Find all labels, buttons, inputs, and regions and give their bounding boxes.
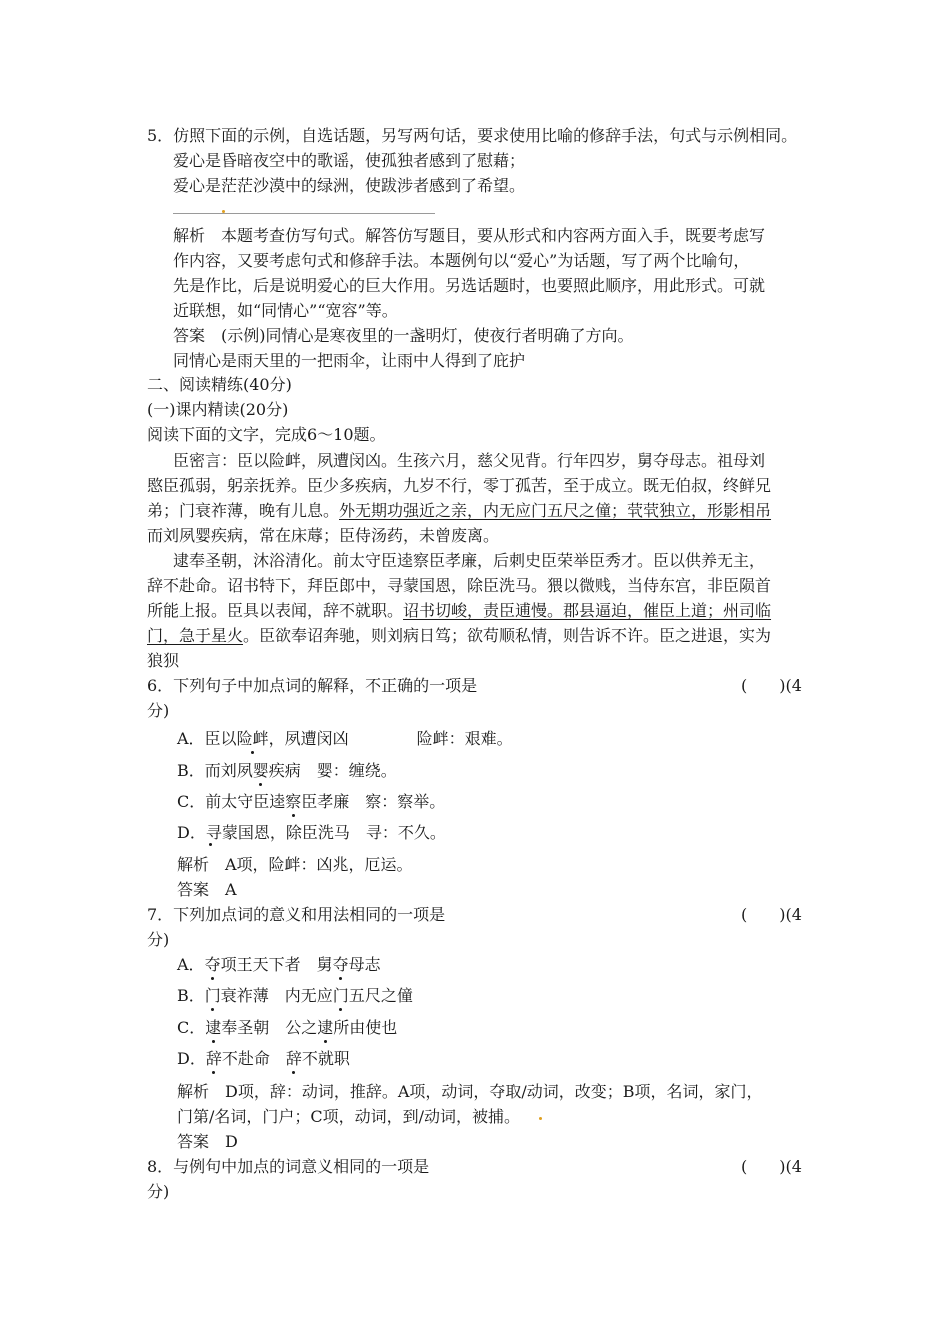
passage-line: 弟；门衰祚薄，晚有儿息。外无期功强近之亲，内无应门五尺之僮；茕茕独立，形影相吊 (147, 501, 772, 520)
option-a: A．夺项王天下者 舅夺母志 (177, 955, 381, 974)
score-unit: 分) (147, 930, 170, 949)
score-bracket: ( )(4 (741, 905, 802, 924)
ink-dot (539, 1117, 542, 1120)
q7-analysis-line-2: 门第/名词，门户；C项，动词，到/动词，被捕。 (177, 1107, 521, 1126)
example-sentence-1: 爱心是昏暗夜空中的歌谣，使孤独者感到了慰藉； (173, 151, 526, 170)
dotted-word: 婴 (252, 761, 269, 780)
subsection-title: (一)课内精读(20分) (147, 400, 289, 419)
passage-line: 愍臣孤弱，躬亲抚养。臣少多疾病，九岁不行，零丁孤苦，至于成立。既无伯叔，终鲜兄 (147, 476, 772, 495)
q5-answer-line-1: 答案 (示例)同情心是寒夜里的一盏明灯，使夜行者明确了方向。 (173, 326, 634, 345)
option-d: D．寻蒙国恩，除臣洗马 寻：不久。 (177, 823, 446, 842)
q5-analysis-line-3: 先是作比，后是说明爱心的巨大作用。另选话题时，也要照此顺序，用此形式。可就 (173, 276, 766, 295)
dotted-word: 门 (332, 986, 349, 1005)
dotted-word: 察 (285, 792, 302, 811)
passage-line: 臣密言：臣以险衅，夙遭闵凶。生孩六月，慈父见背。行年四岁，舅夺母志。祖母刘 (173, 451, 766, 470)
dotted-word: 辞 (205, 1049, 222, 1068)
passage-line: 所能上报。臣具以表闻，辞不就职。诏书切峻，责臣逋慢。郡县逼迫，催臣上道；州司临 (147, 601, 772, 620)
q6-answer: 答案 A (177, 880, 237, 899)
underlined-sentence: 诏书切峻，责臣逋慢。郡县逼迫，催臣上道；州司临 (403, 601, 772, 620)
option-c: C．逮奉圣朝 公之逮所由使也 (177, 1018, 398, 1037)
passage-line: 逮奉圣朝，沐浴清化。前太守臣逵察臣孝廉，后刺史臣荣举臣秀才。臣以供养无主， (173, 551, 766, 570)
section-title: 二、阅读精练(40分) (147, 375, 292, 394)
answer-blank-line (173, 213, 435, 214)
passage-line: 狼狈 (147, 651, 180, 670)
score-bracket: ( )(4 (741, 1157, 802, 1176)
option-b: B．门衰祚薄 内无应门五尺之僮 (177, 986, 413, 1005)
score-unit: 分) (147, 1182, 170, 1201)
dotted-word: 夺 (204, 955, 221, 974)
question-6-stem: 6．下列句子中加点词的解释，不正确的一项是 (147, 676, 478, 695)
score-unit: 分) (147, 701, 170, 720)
question-8-stem: 8．与例句中加点的词意义相同的一项是 (147, 1157, 430, 1176)
option-a: A．臣以险衅，夙遭闵凶 险衅：艰难。 (177, 729, 513, 748)
dotted-word: 逮 (317, 1018, 334, 1037)
q5-analysis-line-2: 作内容，又要考虑句式和修辞手法。本题例句以“爱心”为话题，写了两个比喻句， (173, 251, 750, 270)
passage-line: 门，急于星火。臣欲奉诏奔驰，则刘病日笃；欲苟顺私情，则告诉不许。臣之进退，实为 (147, 626, 772, 645)
q5-analysis-line-4: 近联想，如“同情心”“宽容”等。 (173, 301, 398, 320)
reading-instruction: 阅读下面的文字，完成6～10题。 (147, 425, 386, 444)
underlined-sentence: 门，急于星火 (147, 626, 244, 645)
passage-line: 辞不赴命。诏书特下，拜臣郎中，寻蒙国恩，除臣洗马。猥以微贱，当侍东宫，非臣陨首 (147, 576, 772, 595)
q7-answer: 答案 D (177, 1132, 238, 1151)
passage-line: 而刘夙婴疾病，常在床蓐；臣侍汤药，未曾废离。 (147, 526, 500, 545)
ink-dot (222, 210, 225, 213)
example-sentence-2: 爱心是茫茫沙漠中的绿洲，使跋涉者感到了希望。 (173, 176, 526, 195)
score-bracket: ( )(4 (741, 676, 802, 695)
option-b: B．而刘夙婴疾病 婴：缠绕。 (177, 761, 397, 780)
option-d: D．辞不赴命 辞不就职 (177, 1049, 350, 1068)
question-7-stem: 7．下列加点词的意义和用法相同的一项是 (147, 905, 446, 924)
q5-answer-line-2: 同情心是雨天里的一把雨伞，让雨中人得到了庇护 (173, 351, 526, 370)
dotted-word: 夺 (332, 955, 349, 974)
dotted-word: 门 (204, 986, 221, 1005)
dotted-word: 逮 (205, 1018, 222, 1037)
dot-mark (209, 843, 212, 846)
question-5-stem: 5．仿照下面的示例，自选话题，另写两句话，要求使用比喻的修辞手法，句式与示例相同。 (147, 126, 798, 145)
q5-analysis-line-1: 解析 本题考查仿写句式。解答仿写题目，要从形式和内容两方面入手，既要考虑写 (173, 226, 766, 245)
underlined-sentence: 外无期功强近之亲，内无应门五尺之僮；茕茕独立，形影相吊 (339, 501, 772, 520)
dotted-word: 险衅 (236, 729, 269, 748)
q6-analysis: 解析 A项，险衅：凶兆，厄运。 (177, 855, 413, 874)
dotted-word: 辞 (285, 1049, 302, 1068)
q7-analysis-line-1: 解析 D项，辞：动词，推辞。A项，动词，夺取/动词，改变；B项，名词，家门， (177, 1082, 763, 1101)
option-c: C．前太守臣逵察臣孝廉 察：察举。 (177, 792, 446, 811)
